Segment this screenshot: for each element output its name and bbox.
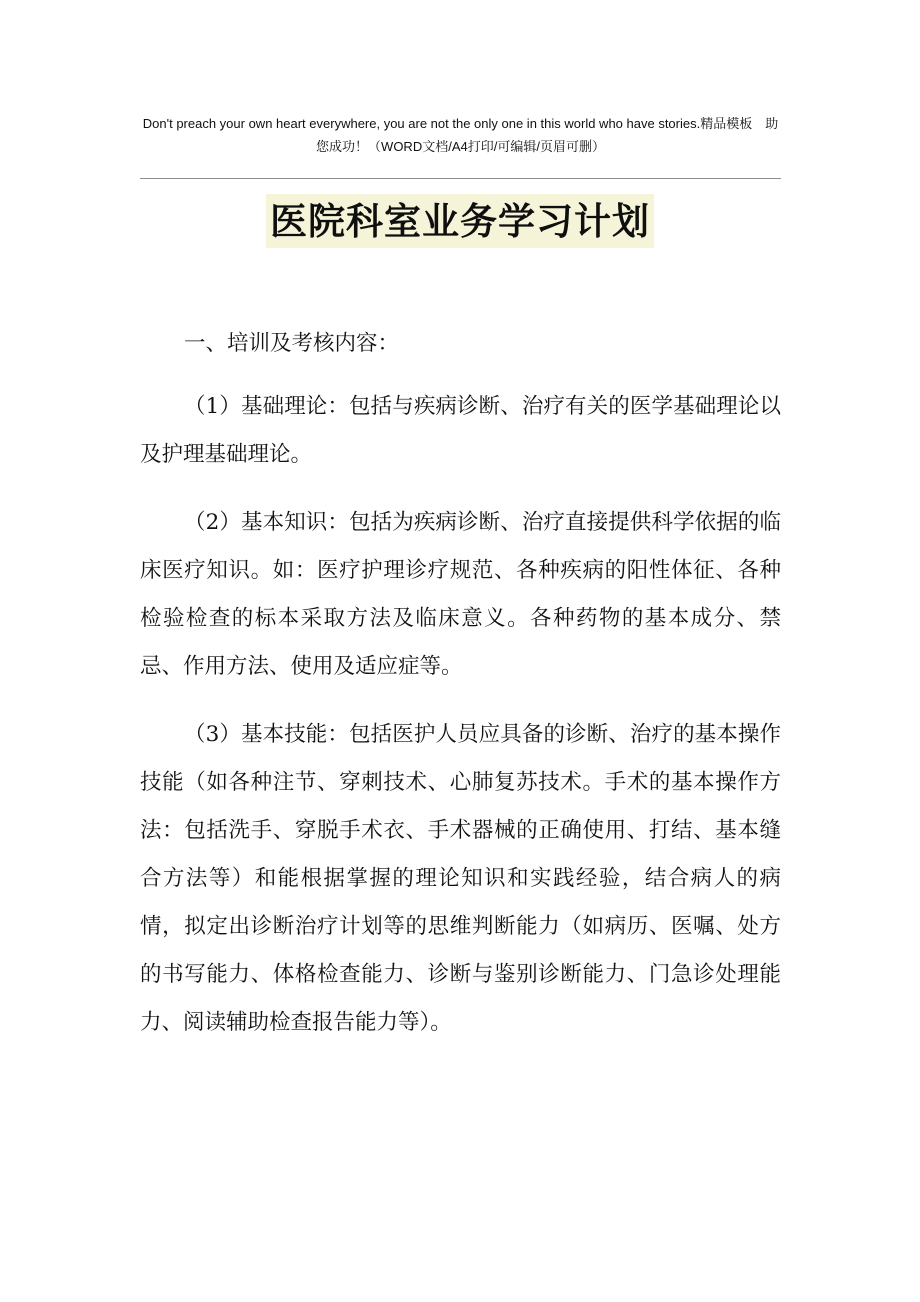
paragraph-basic-knowledge: （2）基本知识：包括为疾病诊断、治疗直接提供科学依据的临床医疗知识。如：医疗护理诊疗规范、各种疾病的阳性体征、各种检验检查的标本采取方法及临床意义。各种药物的基本成分、禁忌、作用方法、使用及适应症等。	[140, 510, 781, 679]
title-container	[0, 194, 920, 248]
header-line-1: Don't preach your own heart everywhere, you are not the only one in this world who have stories.精品模板 助	[142, 116, 779, 131]
header-line-2: 您成功！（WORD文档/A4打印/可编辑/页眉可删）	[316, 139, 605, 154]
document-body	[140, 320, 781, 1067]
document-title: 医院科室业务学习计划	[266, 194, 654, 248]
paragraph-basic-theory: （1）基础理论：包括与疾病诊断、治疗有关的医学基础理论以及护理基础理论。	[140, 394, 781, 467]
header-divider	[140, 178, 781, 179]
paragraph-basic-skills: （3）基本技能：包括医护人员应具备的诊断、治疗的基本操作技能（如各种注节、穿刺技术、心肺复苏技术。手术的基本操作方法：包括洗手、穿脱手术衣、手术器械的正确使用、打结、基本缝合方法等）和能根据掌握的理论知识和实践经验，结合病人的病情，拟定出诊断治疗计划等的思维判断能力（如病历、医嘱、处方的书写能力、体格检查能力、诊断与鉴别诊断能力、门急诊处理能力、阅读辅助检查报告能力等）。	[140, 722, 781, 1035]
page-header	[140, 112, 781, 158]
section-heading: 一、培训及考核内容：	[184, 331, 400, 356]
